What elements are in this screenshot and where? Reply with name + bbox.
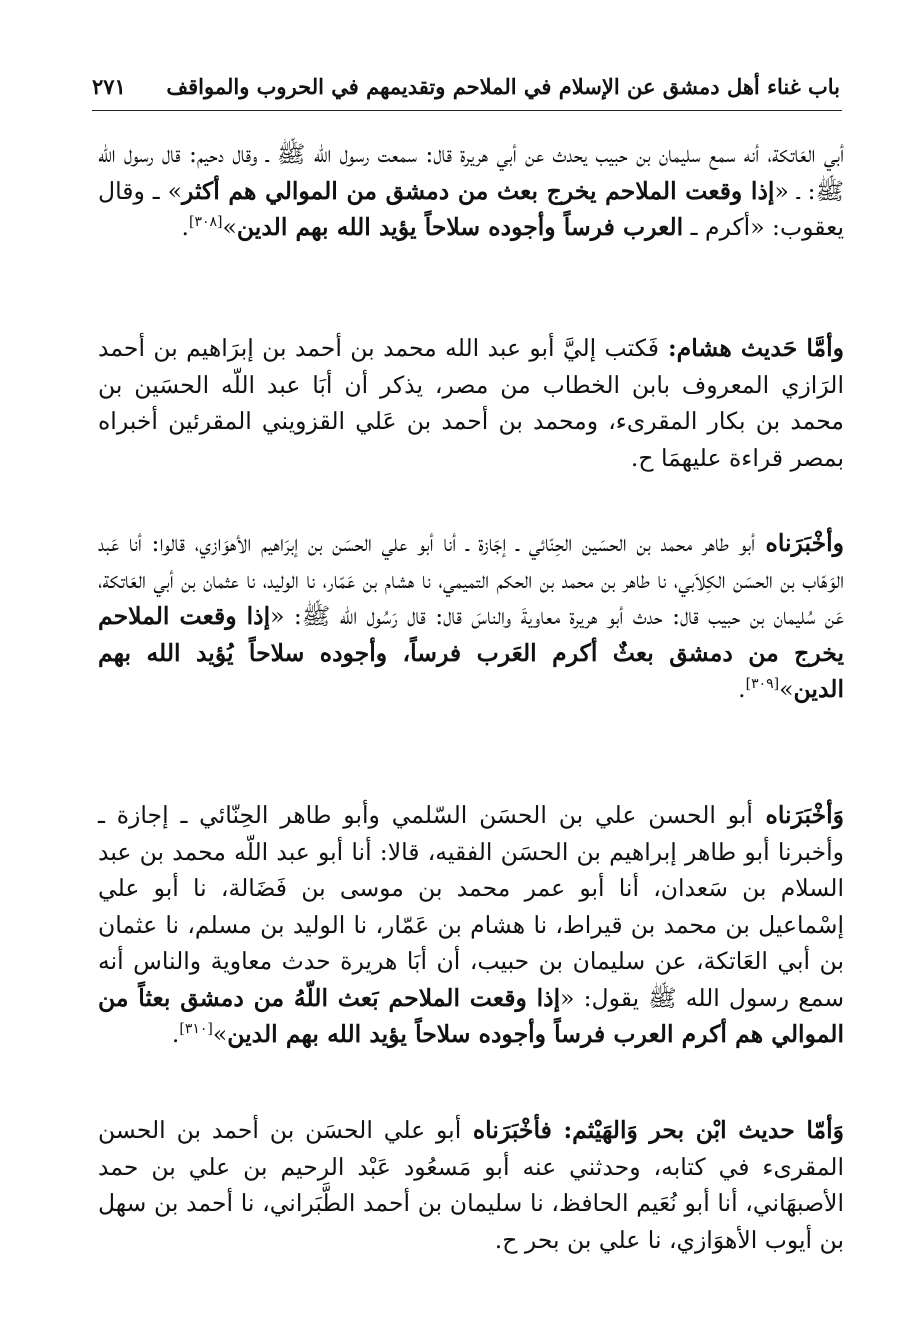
bold-text: وأخْبَرَناه	[755, 529, 844, 557]
body-text: » ـ وقال يعقوب: «أكرم ـ	[98, 176, 844, 241]
body-text: فَكتب إليَّ أبو عبد الله محمد بن أحمد بن إبرَاهيم بن أحمد الرَازي المعروف بابن الخطاب من مصر، يذكر أن أبَا عبد اللّه الحسَين بن محمد بن بكار المقرىء، ومحمد بن أحمد بن عَلي القزويني المقرئين أخبراه بمصر قراءة عليهمَا ح.	[98, 334, 844, 472]
page-header	[92, 66, 840, 106]
chapter-title: باب غناء أهل دمشق عن الإسلام في الملاحم وتقديمهم في الحروب والمواقف	[166, 73, 840, 99]
body-text: .	[171, 1020, 180, 1048]
header-divider	[92, 110, 842, 111]
body-text: »	[779, 675, 794, 703]
body-text: أبو طاهر محمد بن الحسَين الحِنّائي ـ إجَازة ـ أنا أبو علي الحسَن بن إبرَاهيم الأهوَازي، قالوا: أنا عَبد الوَهّاب بن الحسَن الكِلاَبي، نا طاهر بن محمد بن الحكم التميمي، نا هشام بن عَمّار، نا الوليد، نا عثمان بن أبي العَاتكة، عَن سُليمان بن حبيب قال: حدث أبو هريرة معاويةَ والناسَ قال: قال رَسُول الله ﷺ: «	[98, 529, 844, 630]
footnote-ref: [٣١٠]	[179, 1021, 213, 1038]
paragraph-3	[98, 525, 844, 708]
body-text: .	[181, 213, 189, 241]
bold-text: وأمَّا حَديث هشام:	[658, 334, 844, 362]
body-text: .	[738, 675, 746, 703]
body-text: أبي العَاتكة، أنه سمع سليمان بن حبيب يحدث عن أبي هريرة قال: سمعت رسول الله ﷺ ـ وقال دحيم: قال رسول الله ﷺ: ـ «	[98, 140, 844, 205]
body-text: »	[212, 1020, 228, 1048]
bold-text: وَأمّا حديث ابْن بحر وَالهَيْثم: فأخْبَرَناه	[461, 1116, 844, 1144]
bold-text: العرب فرساً وأجوده سلاحاً يؤيد الله بهم الدين	[236, 213, 684, 241]
body-text: أبو علي الحسَن بن أحمد بن الحسن المقرىء في كتابه، وحدثني عنه أبو مَسعُود عَبْد الرحيم بن علي بن حمد الأصبهَاني، أنا أبو نُعَيم الحافظ، نا سليمان بن أحمد الطَّبَراني، نا أحمد بن سهل بن أيوب الأهوَازي، نا علي بن بحر ح.	[98, 1116, 844, 1254]
body-text: أبو الحسن علي بن الحسَن السّلمي وأبو طاهر الحِنّائي ـ إجازة ـ وأخبرنا أبو طاهر إبراهيم بن الحسَن الفقيه، قالا: أنا أبو عبد اللّه محمد بن عبد السلام بن سَعدان، أنا أبو عمر محمد بن موسى بن فَضَالة، نا أبو علي إسْماعيل بن محمد بن قيراط، نا هشام بن عَمّار، نا الوليد بن مسلم، نا عثمان بن أبي العَاتكة، عن سليمان بن حبيب، أن أبَا هريرة حدث معاوية والناس أنه سمع رسول الله ﷺ يقول: «	[98, 801, 845, 1012]
bold-text: وَأخْبَرَناه	[752, 801, 844, 829]
page-number: ٢٧١	[92, 73, 126, 99]
footnote-ref: [٣٠٩]	[745, 676, 780, 693]
paragraph-2	[98, 330, 844, 476]
bold-text: إذا وقعت الملاحم يخرج من دمشق بعثٌ أكرم العَرب فرساً، وأجوده سلاحاً يُؤيد الله بهم الدين	[98, 602, 844, 703]
bold-text: إذا وقعت الملاحم بَعث اللّهُ من دمشق بعثاً من الموالي هم أكرم العرب فرساً وأجوده سلاحاً يؤيد الله بهم الدين	[98, 983, 844, 1048]
paragraph-4	[98, 797, 844, 1053]
footnote-ref: [٣٠٨]	[189, 214, 223, 231]
paragraph-1	[98, 136, 844, 246]
paragraph-5	[98, 1112, 844, 1258]
bold-text: إذا وقعت الملاحم يخرج بعث من دمشق من الموالي هم أكثر	[181, 176, 775, 205]
body-text: »	[222, 213, 237, 241]
